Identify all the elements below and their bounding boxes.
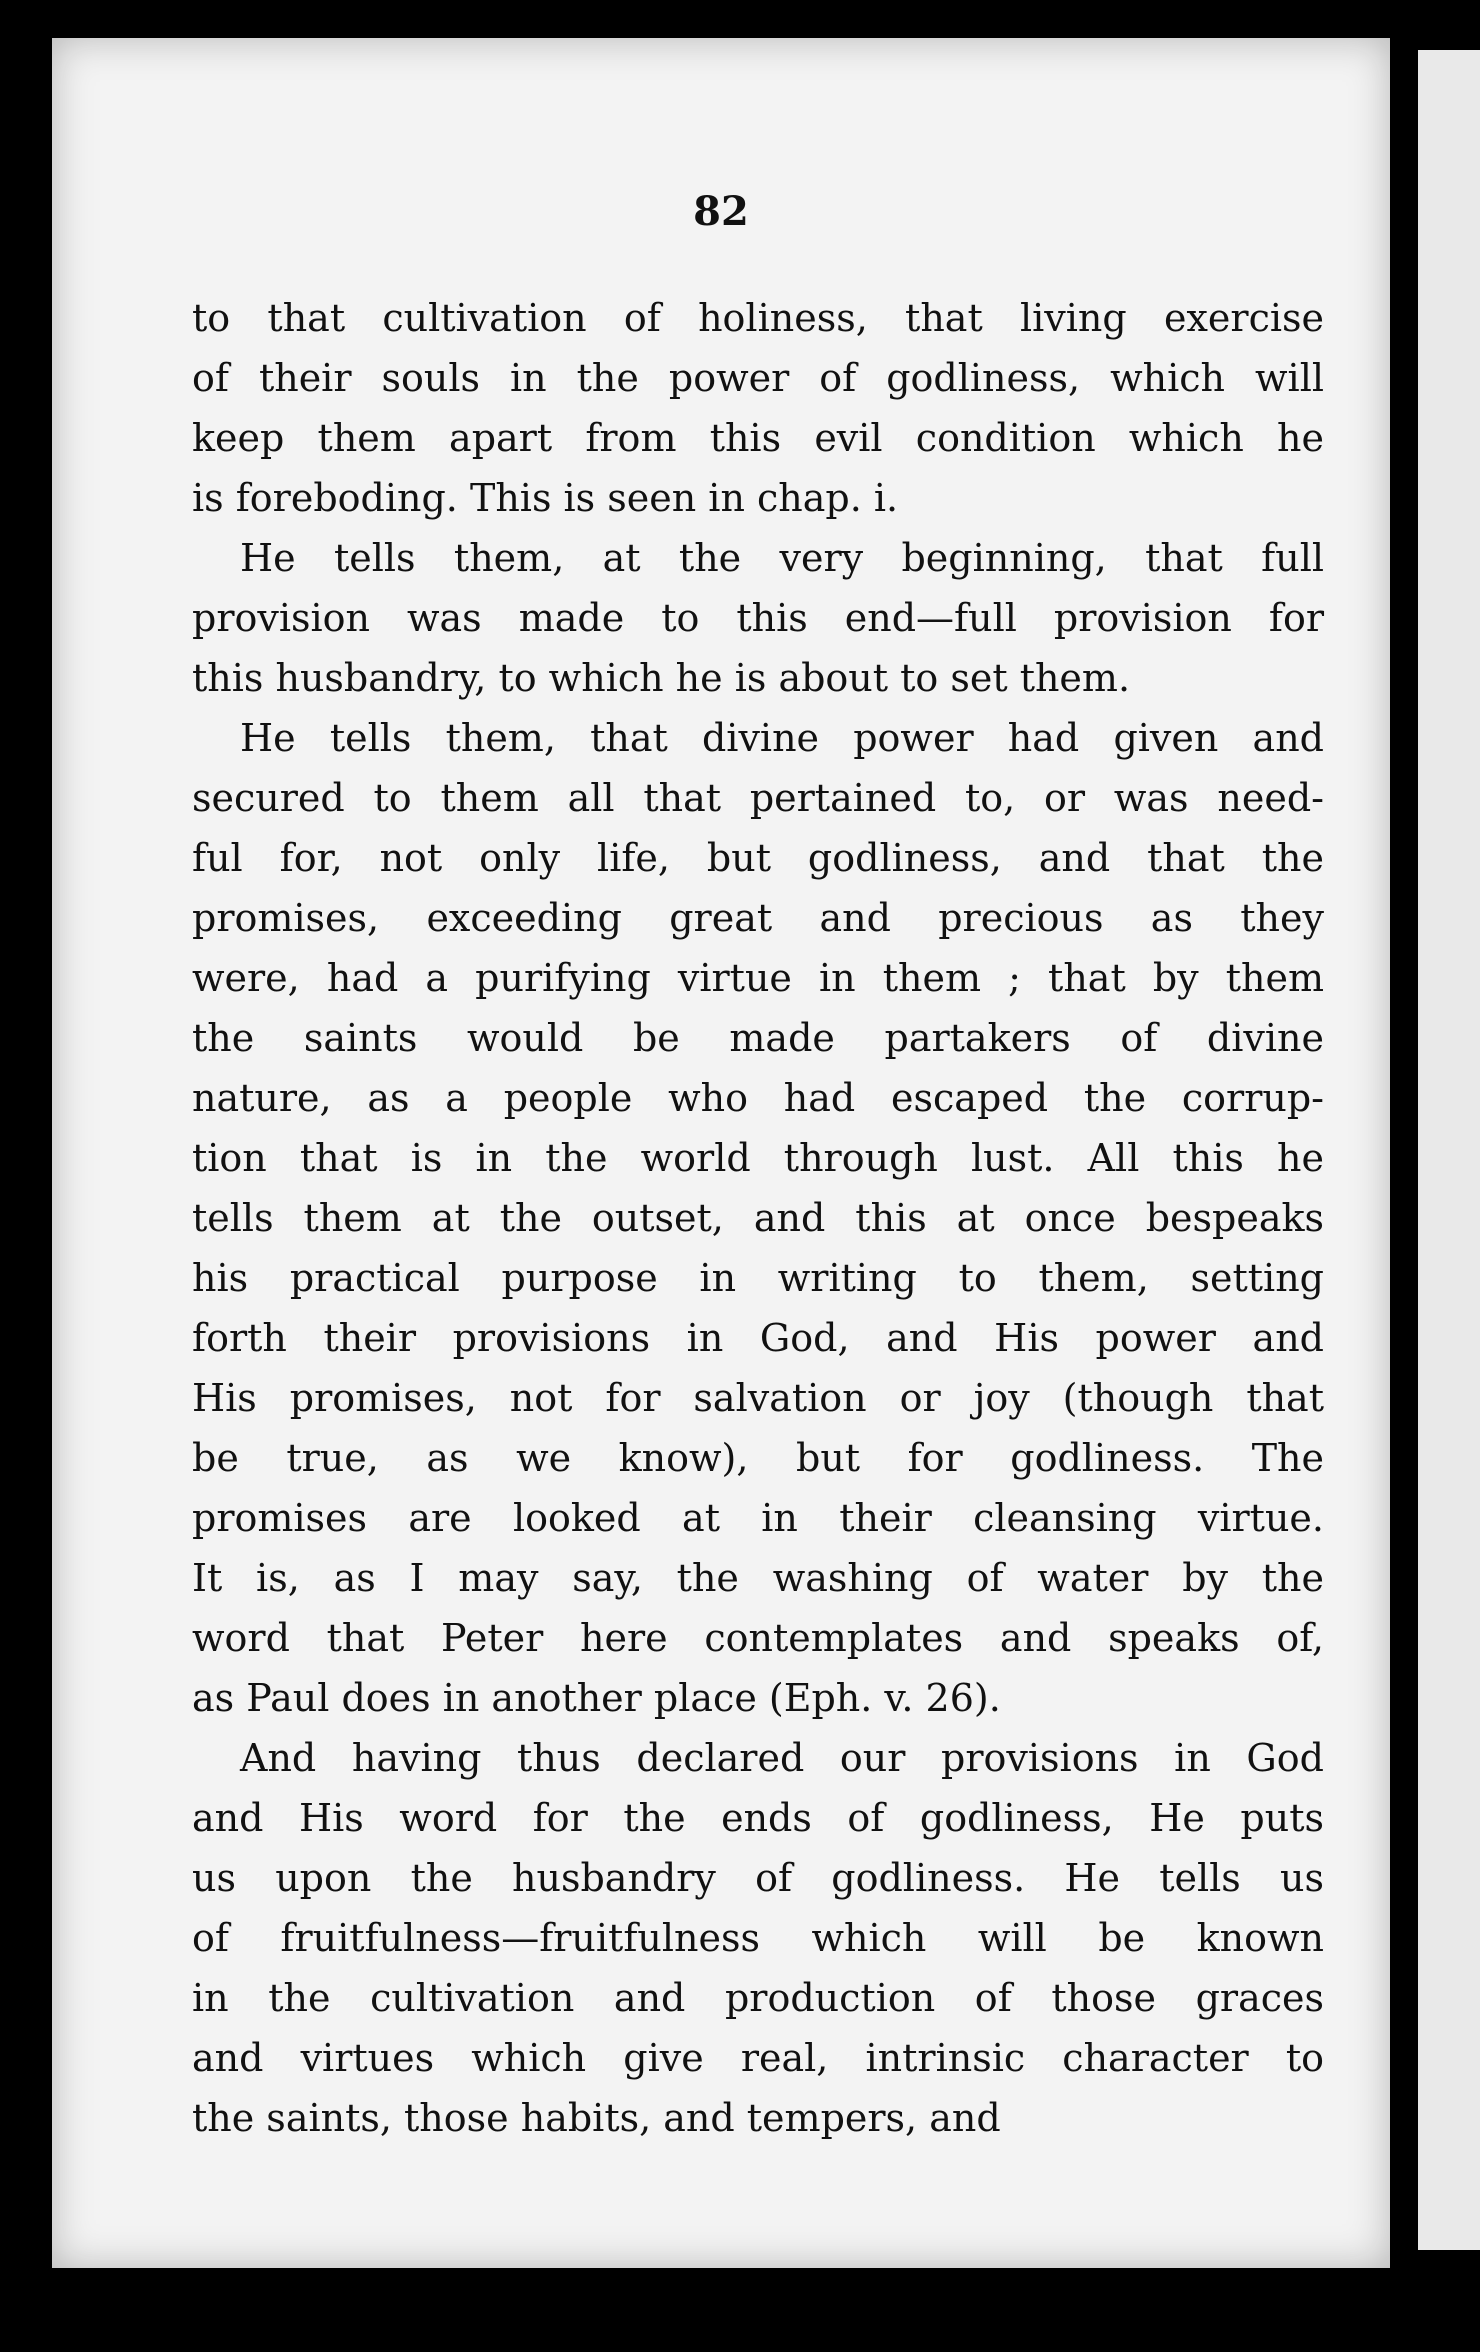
text-line: the saints would be made partakers of divine xyxy=(192,1016,1324,1060)
text-line: and His word for the ends of godliness, He puts xyxy=(192,1796,1324,1840)
text-line: secured to them all that pertained to, or was need- xyxy=(192,776,1324,820)
text-line: promises are looked at in their cleansing virtue. xyxy=(192,1496,1324,1540)
text-line: and virtues which give real, intrinsic character to xyxy=(192,2036,1324,2080)
text-line: be true, as we know), but for godliness. The xyxy=(192,1436,1324,1480)
text-line: his practical purpose in writing to them, setting xyxy=(192,1256,1324,1300)
text-line: of fruitfulness—fruitfulness which will be known xyxy=(192,1916,1324,1960)
text-line: forth their provisions in God, and His power and xyxy=(192,1316,1324,1360)
page-number: 82 xyxy=(693,188,749,235)
text-line: He tells them, that divine power had given and xyxy=(240,716,1324,760)
text-line: to that cultivation of holiness, that living exercise xyxy=(192,296,1324,340)
text-line: us upon the husbandry of godliness. He tells us xyxy=(192,1856,1324,1900)
text-line: word that Peter here contemplates and speaks of, xyxy=(192,1616,1324,1660)
paragraph xyxy=(192,1728,1324,2148)
body-text xyxy=(192,288,1324,2148)
text-line: as Paul does in another place (Eph. v. 26). xyxy=(192,1676,1001,1720)
adjacent-page-edge xyxy=(1418,50,1480,2250)
text-line: the saints, those habits, and tempers, and xyxy=(192,2096,1001,2140)
paragraph xyxy=(192,528,1324,708)
text-line: He tells them, at the very beginning, that full xyxy=(240,536,1324,580)
text-line: ful for, not only life, but godliness, and that the xyxy=(192,836,1324,880)
text-line: keep them apart from this evil condition which he xyxy=(192,416,1324,460)
text-line: tion that is in the world through lust. All this he xyxy=(192,1136,1324,1180)
text-line: were, had a purifying virtue in them ; that by them xyxy=(192,956,1324,1000)
text-line: It is, as I may say, the washing of water by the xyxy=(192,1556,1324,1600)
text-line: in the cultivation and production of those graces xyxy=(192,1976,1324,2020)
book-page xyxy=(52,38,1390,2268)
text-line: is foreboding. This is seen in chap. i. xyxy=(192,476,899,520)
text-line: promises, exceeding great and precious as they xyxy=(192,896,1324,940)
paragraph xyxy=(192,288,1324,528)
text-line: And having thus declared our provisions in God xyxy=(240,1736,1324,1780)
text-line: tells them at the outset, and this at once bespeaks xyxy=(192,1196,1324,1240)
text-line: of their souls in the power of godliness, which will xyxy=(192,356,1324,400)
text-line: His promises, not for salvation or joy (though that xyxy=(192,1376,1324,1420)
text-line: nature, as a people who had escaped the corrup- xyxy=(192,1076,1324,1120)
paragraph xyxy=(192,708,1324,1728)
text-line: provision was made to this end—full provision for xyxy=(192,596,1324,640)
text-line: this husbandry, to which he is about to set them. xyxy=(192,656,1131,700)
